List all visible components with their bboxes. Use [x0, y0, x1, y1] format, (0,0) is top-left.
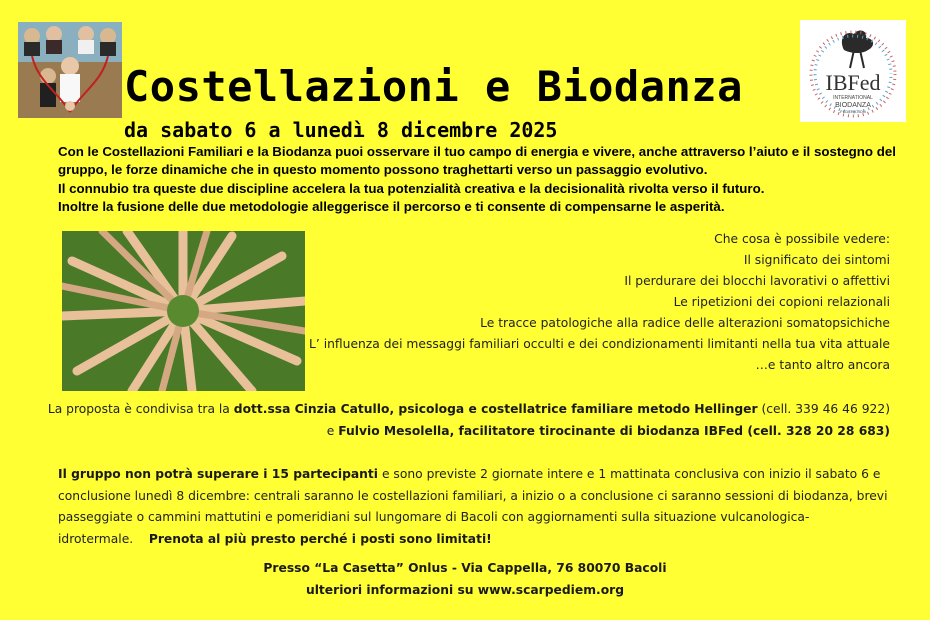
facilitator-1-phone: (cell. 339 46 46 922) — [757, 402, 890, 416]
logo-line1: INTERNATIONAL — [833, 95, 873, 101]
family-painting-image — [18, 22, 122, 118]
group-connector: e — [378, 467, 390, 481]
venue-address: Presso “La Casetta” Onlus - Via Cappella, 76 80070 Bacoli — [263, 561, 667, 575]
proposal-text — [48, 399, 890, 442]
list-heading: Che cosa è possibile vedere: — [714, 232, 890, 246]
logo-line2: BIODANZA — [835, 102, 871, 109]
group-details — [58, 464, 888, 550]
logo-line3: FEDERATION — [840, 109, 866, 114]
group-description: sono previste 2 giornate intere e 1 mattinata conclusiva con inizio il sabato 6 e conclusione lunedì 8 dicembre: centrali saranno le costellazioni familiari, a inizio o a conclusione ci saranno sessioni di biodanza, brevi passeggiate o cammini mattutini e pomeridiani sul lungomare di Bacoli con aggiornamenti sulla situazione vulcanologica-idrotermale. — [58, 467, 888, 546]
list-item: Le ripetizioni dei copioni relazionali — [673, 295, 890, 309]
booking-cta: Prenota al più presto perché i posti sono limitati! — [148, 531, 492, 546]
intro-paragraph: Inoltre la fusione delle due metodologie alleggerisce il percorso e ti consente di compensarne le asperità. — [58, 198, 725, 214]
proposal-and: e — [326, 423, 339, 438]
intro-paragraph: Con le Costellazioni Familiari e la Biodanza puoi osservare il tuo campo di energia e vivere, anche attraverso l’aiuto e il sostegno del gruppo, le forze dinamiche che in questo momento possono traghettarti verso un passaggio evolutivo. — [58, 144, 896, 178]
more-info-link[interactable]: ulteriori informazioni su www.scarpediem.org — [305, 582, 625, 597]
list-item: Le tracce patologiche alla radice delle alterazioni somatopsichiche — [480, 316, 890, 330]
proposal-lead: La proposta è condivisa tra la — [47, 402, 234, 416]
intro-text — [58, 143, 908, 216]
footer — [0, 558, 930, 601]
possibilities-list — [309, 229, 890, 376]
intro-paragraph: Il connubio tra queste due discipline accelera la tua potenzialità creativa e la decisionalità rivolta verso il futuro. — [58, 180, 765, 196]
feet-circle-photo — [62, 231, 305, 391]
group-limit: Il gruppo non potrà superare i 15 partecipanti — [58, 467, 379, 481]
page-title: Costellazioni e Biodanza — [124, 62, 743, 111]
event-dates: da sabato 6 a lunedì 8 dicembre 2025 — [124, 118, 558, 142]
list-item: …e tanto altro ancora — [755, 358, 890, 372]
logo-brand: IBFed — [825, 70, 881, 95]
list-item: Il perdurare dei blocchi lavorativi o affettivi — [624, 274, 890, 288]
list-item: L’ influenza dei messaggi familiari occulti e dei condizionamenti limitanti nella tua vita attuale — [309, 337, 890, 351]
ibfed-logo — [800, 20, 906, 122]
list-item: Il significato dei sintomi — [743, 253, 890, 267]
facilitator-1: dott.ssa Cinzia Catullo, psicologa e costellatrice familiare metodo Hellinger — [233, 402, 758, 416]
facilitator-2: Fulvio Mesolella, facilitatore tirocinante di biodanza IBFed (cell. 328 20 28 683) — [338, 423, 890, 438]
